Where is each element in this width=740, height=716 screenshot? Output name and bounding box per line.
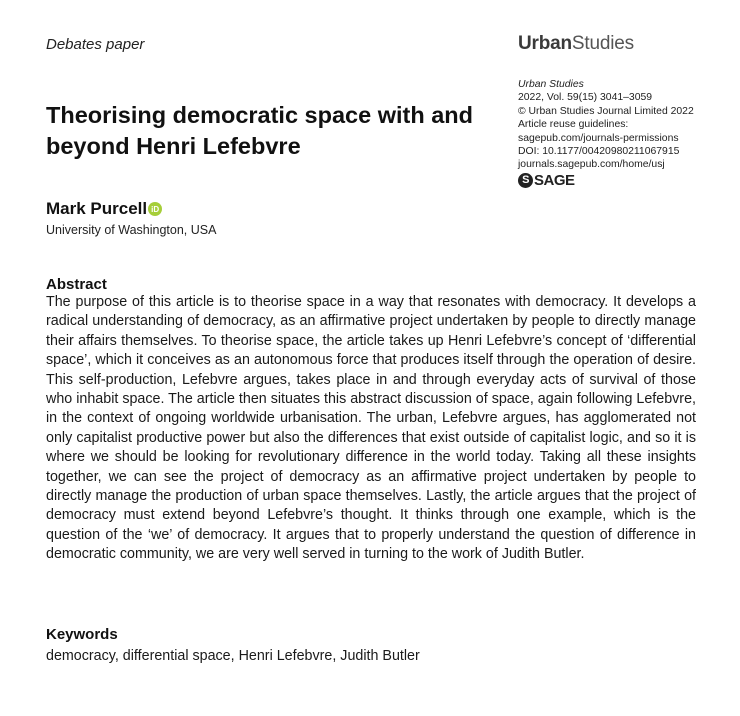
sage-logo-text: SAGE: [534, 171, 575, 189]
author: [46, 199, 162, 219]
meta-reuse-label: Article reuse guidelines:: [518, 119, 629, 131]
author-affiliation: University of Washington, USA: [46, 223, 217, 237]
paper-type-label: Debates paper: [46, 36, 145, 53]
abstract-text: The purpose of this article is to theorise space in a way that resonates with democracy. It develops a radical understanding of democracy, as an affirmative project undertaken by people to directly manage their affairs themselves. To theorise space, the article takes up Henri Lefebvre’s concept of ‘differential space’, which it conceives as an autonomous force that produces itself through the operation of desire. This self-production, Lefebvre argues, takes place in and through everyday acts of survival of those who inhabit space. The article then situates this abstract discussion of space, again following Lefebvre, in the context of ongoing worldwide urbanisation. The urban, Lefebvre argues, has agglomerated not only capitalist productive power but also the differences that exist outside of capitalist logic, and so it is where we should be looking for revolutionary difference in the world today. Taking all these insights together, we can see the project of democracy as an affirmative project undertaken by people to directly manage the production of urban space themselves. Lastly, the article argues that the project of democracy must extend beyond Lefebvre’s thought. It thinks through one example, which is the question of the ‘we’ of democracy. It argues that to properly understand the question of difference in democratic community, we are very well served in turning to the work of Judith Butler.: [46, 294, 696, 563]
orcid-icon[interactable]: iD: [148, 202, 162, 216]
meta-volume: 2022, Vol. 59(15) 3041–3059: [518, 92, 653, 104]
meta-journal: Urban Studies: [518, 79, 584, 90]
meta-doi[interactable]: DOI: 10.1177/00420980211067915: [518, 146, 680, 158]
sage-logo-icon: S: [518, 173, 533, 188]
meta-journal-link[interactable]: journals.sagepub.com/home/usj: [518, 159, 665, 171]
sage-logo: [518, 173, 694, 188]
keywords-text: democracy, differential space, Henri Lefebvre, Judith Butler: [46, 648, 420, 664]
meta-copyright: © Urban Studies Journal Limited 2022: [518, 105, 694, 117]
article-title: Theorising democratic space with and beyond Henri Lefebvre: [46, 102, 474, 159]
abstract-heading: Abstract: [46, 276, 107, 293]
meta-reuse-link[interactable]: sagepub.com/journals-permissions: [518, 132, 679, 144]
journal-logo: [518, 33, 634, 55]
journal-logo-bold: Urban: [518, 33, 572, 54]
article-meta: [518, 78, 694, 188]
journal-logo-light: Studies: [571, 33, 634, 54]
author-name: Mark Purcell: [46, 199, 148, 218]
keywords-heading: Keywords: [46, 626, 118, 643]
